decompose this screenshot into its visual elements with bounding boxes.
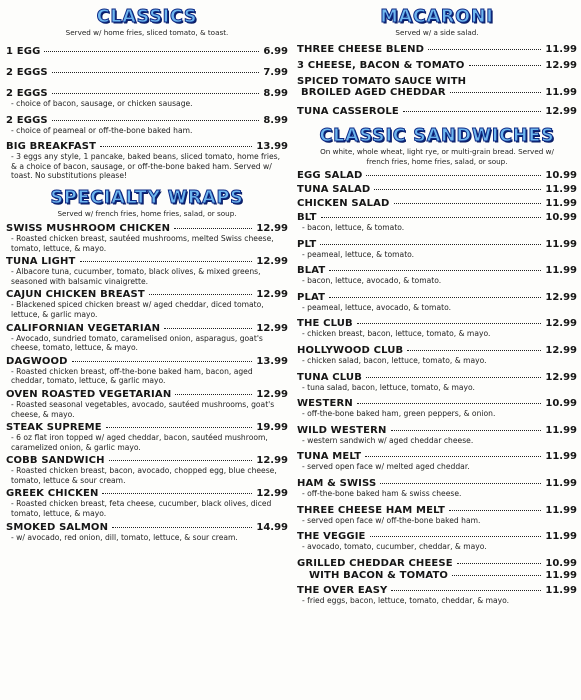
- item-description: - avocado, tomato, cucumber, cheddar, & mayo.: [302, 542, 487, 552]
- menu-item: [6, 522, 288, 543]
- item-description: - western sandwich w/ aged cheddar cheese.: [302, 435, 474, 445]
- menu-item: [6, 256, 288, 286]
- right-column: [297, 0, 577, 605]
- menu-item: [297, 451, 577, 472]
- item-name: SMOKED SALMON: [6, 521, 109, 533]
- section-title-classic-sandwiches: CLASSIC SANDWICHES: [319, 126, 555, 146]
- item-price: 19.99: [256, 422, 288, 434]
- dot-leader: [174, 228, 252, 229]
- item-description: - fried eggs, bacon, lettuce, tomato, cheddar, & mayo.: [302, 595, 510, 605]
- item-name: SPICED TOMATO SAUCE WITH: [297, 76, 467, 87]
- menu-item: [297, 239, 577, 260]
- item-description: - choice of bacon, sausage, or chicken sausage.: [11, 99, 193, 108]
- dot-leader: [370, 536, 542, 537]
- item-description: - 6 oz flat iron topped w/ aged cheddar, bacon, sautéed mushroom, caramelized onion, & garlic mayo.: [11, 433, 268, 452]
- item-price: 11.99: [545, 265, 577, 277]
- menu-item: [297, 345, 577, 366]
- menu-item: [297, 478, 577, 499]
- item-price: 11.99: [545, 451, 577, 463]
- menu-item: [297, 372, 577, 393]
- item-name: TUNA CLUB: [297, 371, 362, 383]
- dot-leader: [100, 146, 252, 147]
- dot-leader: [357, 323, 542, 324]
- dot-leader: [365, 456, 541, 457]
- item-name: TUNA CASSEROLE: [297, 106, 399, 117]
- item-price: 12.99: [256, 455, 288, 467]
- dot-leader: [52, 72, 260, 73]
- item-name: EGG SALAD: [297, 170, 363, 181]
- menu-item: [297, 198, 577, 209]
- item-price: 11.99: [545, 584, 577, 596]
- menu-item: [297, 265, 577, 286]
- item-name: STEAK SUPREME: [6, 422, 102, 434]
- section-subtitle-classic-sandwiches: On white, whole wheat, light rye, or multi-grain bread. Served w/ french fries, home fries, salad, or soup.: [320, 147, 554, 166]
- item-price: 11.99: [545, 87, 577, 98]
- item-price: 11.99: [545, 198, 577, 209]
- dot-leader: [72, 361, 253, 362]
- item-name: 1 EGG: [6, 46, 41, 57]
- item-name: WILD WESTERN: [297, 424, 387, 436]
- dot-leader: [52, 120, 260, 121]
- menu-item: [297, 398, 577, 419]
- dot-leader: [403, 111, 541, 112]
- item-price: 11.99: [545, 477, 577, 489]
- dot-leader: [366, 175, 541, 176]
- item-description: - peameal, lettuce, & tomato.: [302, 249, 415, 259]
- item-name: 2 EGGS: [6, 88, 48, 99]
- item-price: 11.99: [545, 569, 577, 581]
- menu-item: [6, 141, 288, 181]
- item-name: THREE CHEESE BLEND: [297, 44, 425, 55]
- menu-item: [297, 170, 577, 181]
- dot-leader: [112, 527, 252, 528]
- dot-leader: [80, 261, 253, 262]
- dot-leader: [149, 294, 252, 295]
- menu-item: [6, 223, 288, 253]
- item-name: PLT: [297, 238, 317, 250]
- dot-leader: [450, 92, 542, 93]
- item-price: 10.99: [545, 170, 577, 181]
- dot-leader: [391, 590, 541, 591]
- item-description: - served open face w/ off-the-bone baked ham.: [302, 515, 481, 525]
- menu-item: [297, 425, 577, 446]
- menu-item: [297, 184, 577, 195]
- item-price: 8.99: [263, 114, 288, 126]
- menu-item: [6, 389, 288, 419]
- menu-item: [6, 356, 288, 386]
- section-title-classics: CLASSICS: [96, 7, 198, 27]
- item-price: 12.99: [545, 318, 577, 330]
- dot-leader: [175, 394, 252, 395]
- item-name: COBB SANDWICH: [6, 455, 105, 467]
- dot-leader: [457, 563, 542, 564]
- item-name: THE CLUB: [297, 318, 353, 330]
- menu-item: [297, 212, 577, 233]
- menu-item: [6, 323, 288, 353]
- item-price: 12.99: [256, 488, 288, 500]
- item-name: SWISS MUSHROOM CHICKEN: [6, 222, 171, 234]
- item-name: GRILLED CHEDDAR CHEESE: [297, 557, 453, 569]
- dot-leader: [102, 493, 252, 494]
- item-price: 12.99: [256, 222, 288, 234]
- menu-item: [297, 585, 577, 606]
- item-name: TUNA MELT: [297, 451, 362, 463]
- dot-leader: [391, 430, 542, 431]
- dot-leader: [366, 377, 541, 378]
- item-price: 12.99: [545, 60, 577, 71]
- item-description: - Roasted chicken breast, sautéed mushrooms, melted Swiss cheese, tomato, lettuce, & mayo.: [11, 233, 274, 253]
- item-description: - Blackened spiced chicken breast w/ aged cheddar, diced tomato, lettuce, & garlic mayo.: [11, 300, 264, 319]
- menu-item: [297, 505, 577, 526]
- specialty-wraps-section: [6, 187, 288, 542]
- item-description: - served open face w/ melted aged cheddar.: [302, 462, 470, 472]
- item-description: - bacon, lettuce, avocado, & tomato.: [302, 276, 442, 286]
- menu-item: [6, 46, 288, 57]
- item-price: 7.99: [263, 67, 288, 78]
- item-description: - Roasted chicken breast, bacon, avocado, chopped egg, blue cheese, tomato, lettuce & sour cream.: [11, 466, 277, 485]
- item-name-line-2: BROILED AGED CHEDDAR: [301, 87, 446, 98]
- menu-item: [297, 531, 577, 552]
- item-price: 6.99: [263, 46, 288, 57]
- item-name: OVEN ROASTED VEGETARIAN: [6, 388, 172, 400]
- dot-leader: [374, 189, 541, 190]
- item-description: - Avocado, sundried tomato, caramelised onion, asparagus, goat's cheese, tomato, lettuce, & mayo.: [11, 333, 263, 353]
- menu-item: [6, 488, 288, 518]
- item-name: TUNA LIGHT: [6, 256, 76, 268]
- item-price: 12.99: [256, 388, 288, 400]
- dot-leader: [394, 203, 542, 204]
- section-subtitle-classics: Served w/ home fries, sliced tomato, & toast.: [65, 28, 229, 37]
- item-name: WITH BACON & TOMATO: [309, 569, 449, 581]
- menu-item: [297, 106, 577, 117]
- item-description: - w/ avocado, red onion, dill, tomato, lettuce, & sour cream.: [11, 532, 238, 542]
- dot-leader: [407, 350, 541, 351]
- item-price: 11.99: [545, 238, 577, 250]
- item-name: BLT: [297, 212, 317, 223]
- dot-leader: [52, 93, 260, 94]
- dot-leader: [44, 51, 259, 52]
- dot-leader: [321, 217, 542, 218]
- dot-leader: [380, 483, 541, 484]
- item-price: 12.99: [256, 256, 288, 268]
- item-name: CAJUN CHICKEN BREAST: [6, 289, 145, 301]
- item-name: THE VEGGIE: [297, 531, 366, 543]
- item-description: - peameal, lettuce, avocado, & tomato.: [302, 302, 452, 312]
- menu-item: [297, 318, 577, 339]
- item-name: HAM & SWISS: [297, 477, 377, 489]
- item-description: - 3 eggs any style, 1 pancake, baked beans, sliced tomato, home fries, & a choice of bacon, sausage, or off-the-bone baked ham. Served w/ toast. No substitutions please!: [11, 152, 280, 181]
- dot-leader: [329, 270, 541, 271]
- item-price: 8.99: [263, 88, 288, 99]
- item-price: 12.99: [545, 291, 577, 303]
- section-title-specialty-wraps: SPECIALTY WRAPS: [50, 187, 244, 208]
- dot-leader: [109, 460, 253, 461]
- item-price: 12.99: [256, 322, 288, 334]
- item-price: 11.99: [545, 504, 577, 516]
- macaroni-section: [297, 6, 577, 117]
- item-name: THE OVER EASY: [297, 584, 388, 596]
- classics-section: [6, 6, 288, 181]
- menu-item: [6, 422, 288, 452]
- item-price: 11.99: [545, 184, 577, 195]
- item-name: 2 EGGS: [6, 114, 48, 126]
- item-description: - chicken salad, bacon, lettuce, tomato, & mayo.: [302, 355, 487, 365]
- item-price: 12.99: [545, 371, 577, 383]
- dot-leader: [428, 49, 541, 50]
- item-description: - bacon, lettuce, & tomato.: [302, 223, 405, 232]
- item-description: - Roasted chicken breast, feta cheese, cucumber, black olives, diced tomato, lettuce, & mayo.: [11, 499, 272, 519]
- item-price: 11.99: [545, 44, 577, 55]
- item-name: DAGWOOD: [6, 355, 68, 367]
- item-name: WESTERN: [297, 398, 353, 410]
- item-description: - chicken breast, bacon, lettuce, tomato, & mayo.: [302, 329, 491, 339]
- section-subtitle-specialty-wraps: Served w/ french fries, home fries, salad, or soup.: [57, 208, 237, 218]
- item-price: 12.99: [256, 289, 288, 301]
- item-price: 10.99: [545, 557, 577, 569]
- item-name: CHICKEN SALAD: [297, 198, 390, 209]
- item-description: - off-the-bone baked ham & swiss cheese.: [302, 488, 462, 498]
- dot-leader: [452, 575, 541, 576]
- item-price: 13.99: [256, 355, 288, 367]
- dot-leader: [329, 297, 541, 298]
- item-name: BIG BREAKFAST: [6, 141, 97, 153]
- item-description: - off-the-bone baked ham, green peppers, & onion.: [302, 409, 496, 419]
- item-price: 12.99: [545, 106, 577, 117]
- menu-item: [6, 67, 288, 78]
- dot-leader: [320, 244, 541, 245]
- item-price: 11.99: [545, 531, 577, 543]
- item-price: 14.99: [256, 521, 288, 533]
- item-name: 2 EGGS: [6, 67, 48, 78]
- item-price: 13.99: [256, 141, 288, 153]
- left-column: [6, 0, 288, 542]
- item-description: - Roasted seasonal vegetables, avocado, sautéed mushrooms, goat's cheese, & mayo.: [11, 399, 275, 419]
- dot-leader: [164, 328, 252, 329]
- menu-item: [297, 292, 577, 313]
- item-description: - tuna salad, bacon, lettuce, tomato, & mayo.: [302, 382, 475, 392]
- menu-item: [297, 76, 577, 98]
- menu-item: [6, 455, 288, 485]
- item-name: CALIFORNIAN VEGETARIAN: [6, 322, 161, 334]
- dot-leader: [106, 427, 253, 428]
- item-name: GREEK CHICKEN: [6, 488, 99, 500]
- menu-item: [6, 289, 288, 319]
- menu-item: [6, 115, 288, 136]
- menu-item: [6, 88, 288, 109]
- section-subtitle-macaroni: Served w/ a side salad.: [395, 28, 479, 37]
- item-description: - Roasted chicken breast, off-the-bone baked ham, bacon, aged cheddar, tomato, lettuce, & garlic mayo.: [11, 366, 253, 386]
- item-name: TUNA SALAD: [297, 184, 371, 195]
- dot-leader: [357, 403, 542, 404]
- section-title-macaroni: MACARONI: [380, 7, 494, 27]
- item-price: 10.99: [545, 398, 577, 410]
- classic-sandwiches-section: [297, 125, 577, 605]
- item-description: - choice of peameal or off-the-bone baked ham.: [11, 125, 193, 135]
- item-name: 3 CHEESE, BACON & TOMATO: [297, 60, 465, 71]
- item-price: 12.99: [545, 344, 577, 356]
- menu-item: [297, 570, 577, 581]
- dot-leader: [469, 65, 542, 66]
- menu-item: [297, 44, 577, 55]
- dot-leader: [449, 510, 541, 511]
- item-price: 10.99: [545, 212, 577, 223]
- item-name: HOLLYWOOD CLUB: [297, 344, 404, 356]
- item-name: PLAT: [297, 291, 326, 303]
- item-price: 11.99: [545, 424, 577, 436]
- item-name: BLAT: [297, 265, 326, 277]
- item-description: - Albacore tuna, cucumber, tomato, black olives, & mixed greens, seasoned with balsamic vinaigrette.: [11, 267, 261, 286]
- menu-item: [297, 60, 577, 71]
- item-name: THREE CHEESE HAM MELT: [297, 504, 445, 516]
- menu-item: [297, 558, 577, 569]
